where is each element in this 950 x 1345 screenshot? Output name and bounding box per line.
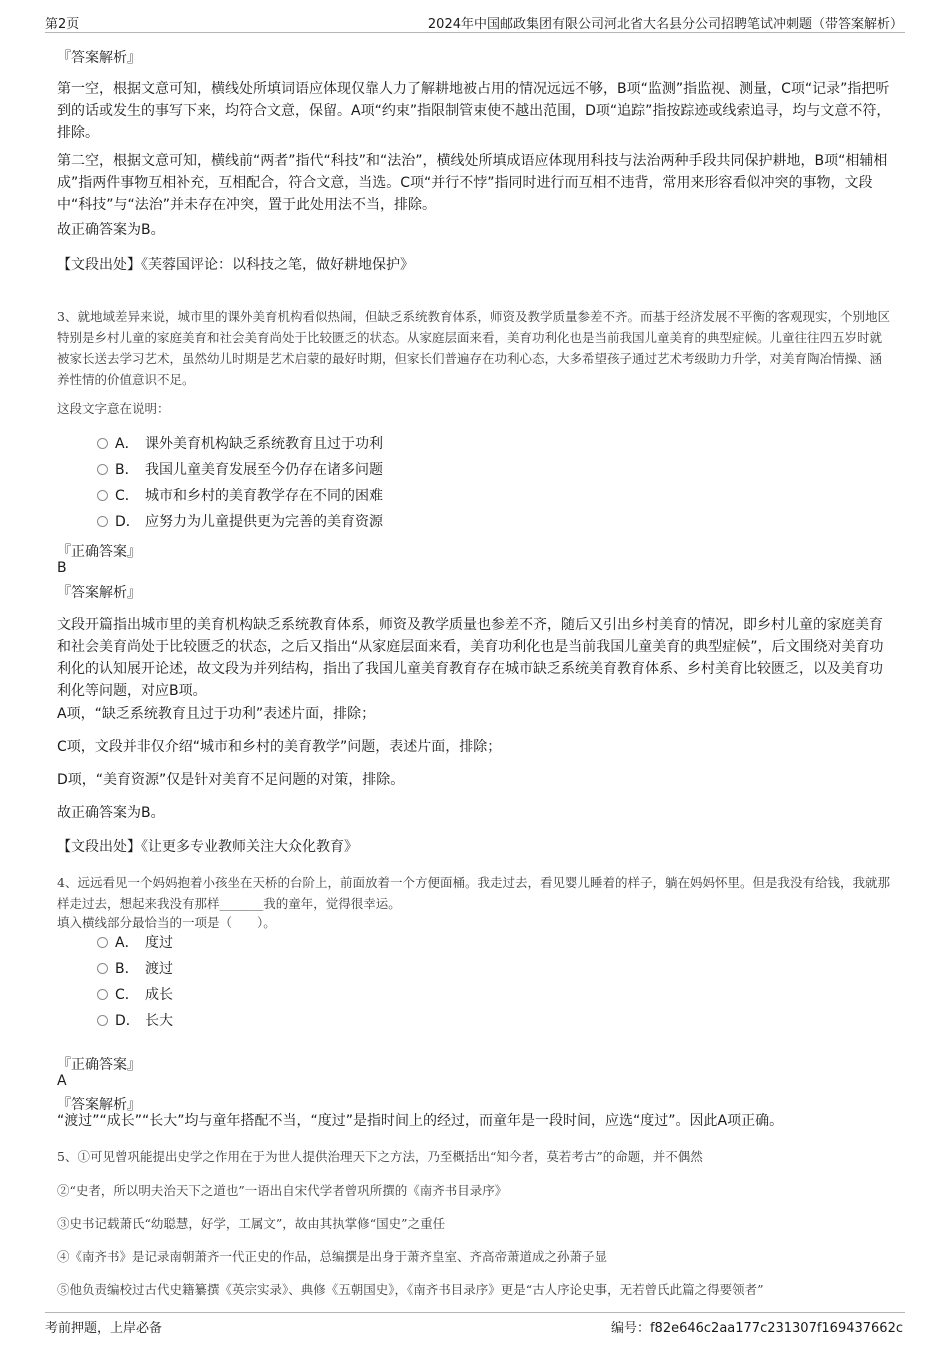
analysis-label: 『答案解析』 [57, 1097, 141, 1113]
question-line: 5、①可见曾巩能提出史学之作用在于为世人提供治理天下之方法，乃至概括出“知今者，莫若考古”的命题，并不偶然 [57, 1149, 703, 1164]
radio-icon[interactable] [97, 937, 108, 948]
analysis-label: 『答案解析』 [57, 585, 141, 601]
radio-icon[interactable] [97, 963, 108, 974]
radio-icon[interactable] [97, 516, 108, 527]
option-c[interactable]: C． 成长 [97, 983, 173, 1007]
page-header [45, 10, 905, 33]
analysis-paragraph: “渡过”“成长”“长大”均与童年搭配不当，“度过”是指时间上的经过，而童年是一段时间，应选“度过”。因此A项正确。 [57, 1113, 784, 1129]
option-a[interactable]: A． 课外美育机构缺乏系统教育且过于功利 [97, 432, 383, 456]
analysis-paragraph: A项，“缺乏系统教育且过于功利”表述片面，排除； [57, 706, 376, 722]
question-stem: 3、就地域差异来说，城市里的课外美育机构看似热闹，但缺乏系统教育体系，师资及教学质量参差不齐。而基于经济发展不平衡的客观现实，个别地区特别是乡村儿童的家庭美育和社会美育尚处于比较匮乏的状态。从家庭层面来看，美育功利化也是当前我国儿童美育的典型症候。儿童往往四五岁时就被家长送去学习艺术，虽然幼儿时期是艺术启蒙的最好时期，但家长们普遍存在功利心态，大多希望孩子通过艺术考级助力升学，对美育陶冶情操、涵养性情的价值意识不足。 [57, 309, 890, 387]
document-id: 编号：f82e646c2aa177c231307f169437662c [610, 1321, 903, 1336]
question-line: ②“史者，所以明夫治天下之道也”一语出自宋代学者曾巩所撰的《南齐书目录序》 [57, 1183, 508, 1198]
option-a[interactable]: A． 度过 [97, 931, 173, 955]
question-line: ③史书记载萧氏“幼聪慧，好学，工属文”，故由其执掌修“国史”之重任 [57, 1216, 446, 1231]
question-line: ④《南齐书》是记录南朝萧齐一代正史的作品，总编撰是出身于萧齐皇室、齐高帝萧道成之孙萧子显 [57, 1249, 608, 1264]
option-d[interactable]: D． 长大 [97, 1009, 173, 1033]
analysis-paragraph: 第一空，根据文意可知，横线处所填词语应体现仅靠人力了解耕地被占用的情况远远不够，B项“监测”指监视、测量，C项“记录”指把听到的话或发生的事写下来，均符合文意，保留。A项“约束”指限制管束使不越出范围，D项“追踪”指按踪迹或线索追寻，均与文意不符，排除。 [57, 81, 891, 141]
option-b[interactable]: B． 渡过 [97, 957, 173, 981]
radio-icon[interactable] [97, 438, 108, 449]
footer-slogan: 考前押题，上岸必备 [45, 1321, 163, 1336]
source: 【文段出处】《让更多专业教师关注大众化教育》 [57, 839, 358, 855]
analysis-paragraph: D项，“美育资源”仅是针对美育不足问题的对策，排除。 [57, 772, 405, 788]
document-title: 2024年中国邮政集团有限公司河北省大名县分公司招聘笔试冲刺题（带答案解析） [427, 17, 903, 32]
analysis-paragraph: 第二空，根据文意可知，横线前“两者”指代“科技”和“法治”，横线处所填成语应体现用科技与法治两种手段共同保护耕地，B项“相辅相成”指两件事物互相补充，互相配合，符合文意，当选。C项“并行不悖”指同时进行而互相不违背，常用来形容看似冲突的事物，文段中“科技”与“法治”并未存在冲突，置于此处用法不当，排除。 [57, 153, 888, 213]
question-stem: 4、远远看见一个妈妈抱着小孩坐在天桥的台阶上，前面放着一个方便面桶。我走过去，看见婴儿睡着的样子，躺在妈妈怀里。但是我没有给钱，我就那样走过去，想起来我没有那样_______我的童年，觉得很幸运。 [57, 875, 890, 911]
question-prompt: 填入横线部分最恰当的一项是（ ）。 [57, 915, 276, 930]
answer-value: A [57, 1073, 67, 1089]
option-d[interactable]: D． 应努力为儿童提供更为完善的美育资源 [97, 510, 383, 534]
radio-icon[interactable] [97, 464, 108, 475]
radio-icon[interactable] [97, 490, 108, 501]
conclusion: 故正确答案为B。 [57, 805, 165, 821]
analysis-paragraph: 文段开篇指出城市里的美育机构缺乏系统教育体系，师资及教学质量也参差不齐，随后又引出乡村美育的情况，即乡村儿童的家庭美育和社会美育尚处于比较匮乏的状态，之后又指出“从家庭层面来看，美育功利化也是当前我国儿童美育的典型症候”，后文围绕对美育功利化的认知展开论述，故文段为并列结构，指出了我国儿童美育教育存在城市缺乏系统美育教育体系、乡村美育比较匮乏，以及美育功利化等问题，对应B项。 [57, 617, 884, 699]
analysis-label: 『答案解析』 [57, 50, 141, 66]
answer-label: 『正确答案』 [57, 544, 141, 560]
page-footer [45, 1312, 905, 1335]
question-prompt: 这段文字意在说明： [57, 401, 170, 416]
analysis-paragraph: C项，文段并非仅介绍“城市和乡村的美育教学”问题，表述片面，排除； [57, 739, 502, 755]
answer-value: B [57, 560, 67, 576]
page-number: 第2页 [45, 17, 80, 32]
answer-label: 『正确答案』 [57, 1057, 141, 1073]
conclusion: 故正确答案为B。 [57, 222, 165, 238]
radio-icon[interactable] [97, 989, 108, 1000]
radio-icon[interactable] [97, 1015, 108, 1026]
question-line: ⑤他负责编校过古代史籍纂撰《英宗实录》、典修《五朝国史》，《南齐书目录序》更是“古人序论史事，无若曾氏此篇之得要领者” [57, 1282, 764, 1297]
source: 【文段出处】《芙蓉国评论：以科技之笔，做好耕地保护》 [57, 257, 414, 273]
option-c[interactable]: C． 城市和乡村的美育教学存在不同的困难 [97, 484, 383, 508]
option-b[interactable]: B． 我国儿童美育发展至今仍存在诸多问题 [97, 458, 383, 482]
